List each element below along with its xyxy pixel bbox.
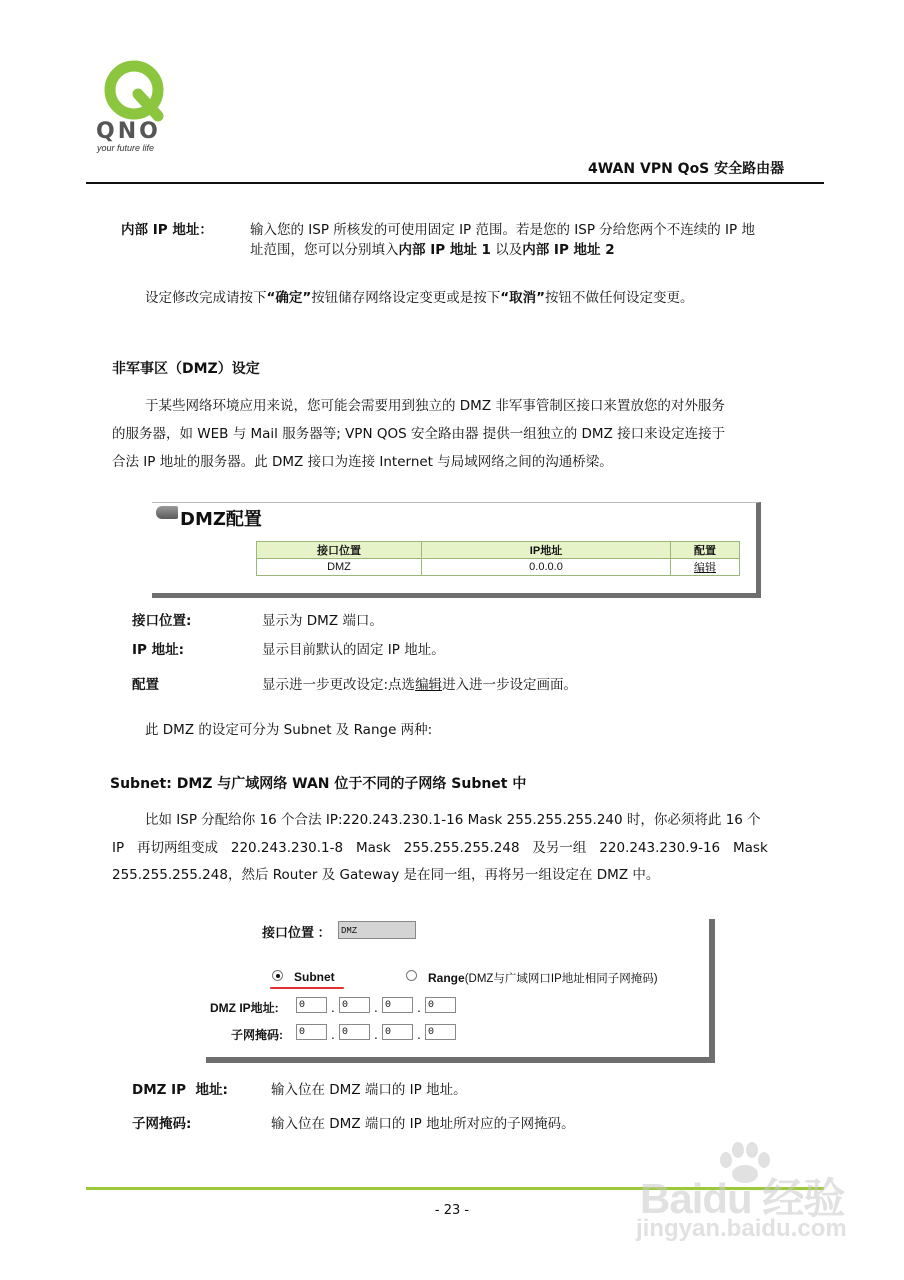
interface-value-field: DMZ xyxy=(338,921,416,939)
dmz-config-title: DMZ配置 xyxy=(180,509,262,530)
dmz-para-line: 的服务器，如 WEB 与 Mail 服务器等; VPN QOS 安全路由器 提供一组独立的 DMZ 接口来设定连接于 xyxy=(112,426,726,442)
line2-bold-1: 内部 IP 地址 1 xyxy=(398,242,491,258)
confirm-note-part: 按钮储存网络设定变更或是按下 xyxy=(311,290,501,306)
table-row xyxy=(257,559,740,576)
line2-prefix: 址范围，您可以分别填入 xyxy=(250,242,399,258)
cancel-term: “取消” xyxy=(500,290,545,306)
confirm-note xyxy=(145,287,694,309)
internal-ip-desc-line1: 输入您的 ISP 所核发的可使用固定 IP 范围。若是您的 ISP 分给您两个不连续的 IP 地 xyxy=(250,222,755,238)
mask-octet-1[interactable]: 0 xyxy=(296,1024,327,1040)
dmz-ip-octet-2[interactable]: 0 xyxy=(339,997,370,1013)
range-note: (DMZ与广域网口IP地址相同子网掩码) xyxy=(464,973,658,985)
dmz-ip-label: DMZ IP地址: xyxy=(210,1001,279,1015)
column-header: IP地址 xyxy=(422,542,671,559)
line2-mid: 以及 xyxy=(490,242,523,258)
def-term: 接口位置: xyxy=(132,613,192,629)
column-header: 接口位置 xyxy=(257,542,422,559)
dmz-para-line: 合法 IP 地址的服务器。此 DMZ 接口为连接 Internet 与局域网络之间的沟通桥梁。 xyxy=(112,454,613,470)
octet-separator: . xyxy=(331,1028,335,1042)
dmz-section-heading: 非军事区（DMZ）设定 xyxy=(112,361,260,377)
action-cell xyxy=(671,559,740,576)
internal-ip-term: 内部 IP 地址： xyxy=(121,222,213,238)
watermark-url: jingyan.baidu.com xyxy=(636,1215,847,1242)
confirm-note-part: 设定修改完成请按下 xyxy=(145,290,267,306)
column-header: 配置 xyxy=(671,542,740,559)
subnet-radio[interactable] xyxy=(272,970,283,981)
def-desc-part: 进入进一步设定画面。 xyxy=(442,677,578,693)
mask-octet-4[interactable]: 0 xyxy=(425,1024,456,1040)
subnet-underline-annotation xyxy=(270,987,344,989)
logo-wordmark: QNO xyxy=(96,119,161,144)
octet-separator: . xyxy=(374,1028,378,1042)
dmz-ip-octet-1[interactable]: 0 xyxy=(296,997,327,1013)
internal-ip-desc-line2 xyxy=(250,239,615,261)
def-desc-part: 显示进一步更改设定:点选 xyxy=(262,677,416,693)
qno-logo-mark xyxy=(100,60,170,122)
mask-octet-2[interactable]: 0 xyxy=(339,1024,370,1040)
def-desc: 输入位在 DMZ 端口的 IP 地址所对应的子网掩码。 xyxy=(271,1116,575,1132)
confirm-note-part: 按钮不做任何设定变更。 xyxy=(545,290,694,306)
interface-cell: DMZ xyxy=(257,559,422,576)
dmz-ip-octet-3[interactable]: 0 xyxy=(382,997,413,1013)
octet-separator: . xyxy=(417,1001,421,1015)
line2-bold-2: 内部 IP 地址 2 xyxy=(522,242,615,258)
dmz-title-marker-icon xyxy=(156,506,178,519)
table-header-row xyxy=(257,542,740,559)
range-radio[interactable] xyxy=(406,970,417,981)
subnet-para-line: 255.255.255.248，然后 Router 及 Gateway 是在同一组，再将另一组设定在 DMZ 中。 xyxy=(112,867,660,883)
document-header-title: 4WAN VPN QoS 安全路由器 xyxy=(588,161,785,177)
interface-label: 接口位置 ： xyxy=(262,925,331,940)
octet-separator: . xyxy=(417,1028,421,1042)
range-label-text: Range xyxy=(428,971,465,985)
def-desc: 输入位在 DMZ 端口的 IP 地址。 xyxy=(271,1082,467,1098)
header-rule xyxy=(86,182,824,184)
dmz-config-table xyxy=(256,541,740,576)
subnet-section-heading: Subnet: DMZ 与广域网络 WAN 位于不同的子网络 Subnet 中 xyxy=(110,776,527,792)
def-term: 配置 xyxy=(132,677,159,693)
def-term: 子网掩码: xyxy=(132,1116,192,1132)
page-number: - 23 - xyxy=(434,1203,470,1218)
def-desc xyxy=(262,674,577,696)
confirm-term: “确定” xyxy=(266,290,312,306)
edit-link[interactable]: 编辑 xyxy=(694,562,716,574)
octet-separator: . xyxy=(374,1001,378,1015)
def-desc: 显示为 DMZ 端口。 xyxy=(262,613,383,629)
subnet-radio-label: Subnet xyxy=(294,970,335,984)
subnet-para-line: 比如 ISP 分配给你 16 个合法 IP:220.243.230.1-16 Mask 255.255.255.240 时，你必须将此 16 个 xyxy=(145,812,761,828)
logo-tagline: your future life xyxy=(97,143,155,153)
split-note: 此 DMZ 的设定可分为 Subnet 及 Range 两种: xyxy=(145,722,433,738)
octet-separator: . xyxy=(331,1001,335,1015)
mask-octet-3[interactable]: 0 xyxy=(382,1024,413,1040)
def-term: DMZ IP 地址: xyxy=(132,1082,228,1098)
ip-cell: 0.0.0.0 xyxy=(422,559,671,576)
watermark-main: Baidu 经验 xyxy=(640,1175,845,1222)
subnet-para-line: IP 再切两组变成 220.243.230.1-8 Mask 255.255.255.248 及另一组 220.243.230.9-16 Mask xyxy=(112,840,768,856)
def-desc: 显示目前默认的固定 IP 地址。 xyxy=(262,642,445,658)
dmz-para-line: 于某些网络环境应用来说，您可能会需要用到独立的 DMZ 非军事管制区接口来置放您的对外服务 xyxy=(145,398,725,414)
subnet-mask-label: 子网掩码: xyxy=(231,1028,283,1042)
range-radio-label xyxy=(428,970,658,986)
def-term: IP 地址: xyxy=(132,642,185,658)
edit-reference: 编辑 xyxy=(415,677,443,693)
dmz-ip-octet-4[interactable]: 0 xyxy=(425,997,456,1013)
